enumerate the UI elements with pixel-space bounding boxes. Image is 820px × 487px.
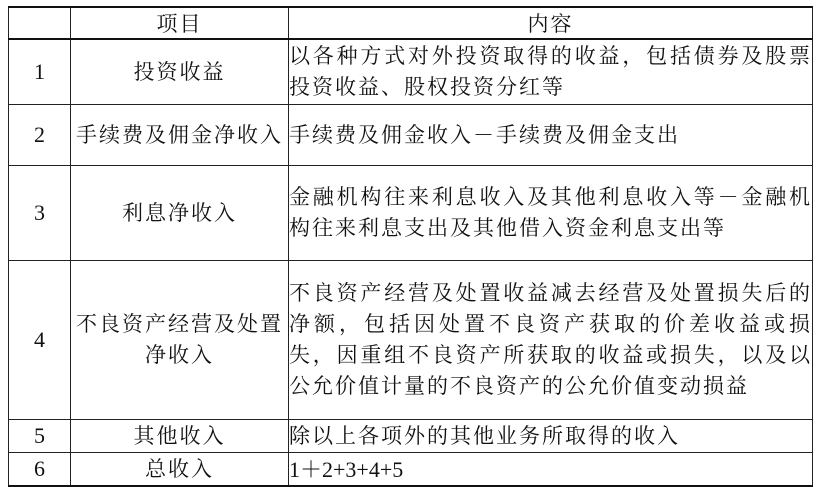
row-number: 5 (9, 420, 71, 453)
row-item: 投资收益 (71, 39, 289, 105)
income-table-container (8, 6, 812, 487)
row-item: 利息净收入 (71, 166, 289, 261)
table-row (9, 105, 813, 166)
header-content: 内容 (289, 7, 813, 39)
header-number (9, 7, 71, 39)
row-content: 金融机构往来利息收入及其他利息收入等－金融机构往来利息支出及其他借入资金利息支出等 (289, 166, 813, 261)
row-number: 4 (9, 261, 71, 420)
income-composition-table (8, 6, 813, 487)
row-number: 6 (9, 453, 71, 487)
row-item: 总收入 (71, 453, 289, 487)
row-item: 其他收入 (71, 420, 289, 453)
row-item: 不良资产经营及处置净收入 (71, 261, 289, 420)
table-row (9, 261, 813, 420)
row-content: 除以上各项外的其他业务所取得的收入 (289, 420, 813, 453)
table-header-row (9, 7, 813, 39)
header-item: 项目 (71, 7, 289, 39)
row-content: 1＋2+3+4+5 (289, 453, 813, 487)
row-item: 手续费及佣金净收入 (71, 105, 289, 166)
row-number: 3 (9, 166, 71, 261)
row-number: 2 (9, 105, 71, 166)
table-row (9, 420, 813, 453)
row-content: 手续费及佣金收入－手续费及佣金支出 (289, 105, 813, 166)
table-row (9, 39, 813, 105)
table-row (9, 453, 813, 487)
row-content: 以各种方式对外投资取得的收益，包括债券及股票投资收益、股权投资分红等 (289, 39, 813, 105)
row-number: 1 (9, 39, 71, 105)
row-content: 不良资产经营及处置收益减去经营及处置损失后的净额，包括因处置不良资产获取的价差收益或损失，因重组不良资产所获取的收益或损失，以及以公允价值计量的不良资产的公允价值变动损益 (289, 261, 813, 420)
table-row (9, 166, 813, 261)
